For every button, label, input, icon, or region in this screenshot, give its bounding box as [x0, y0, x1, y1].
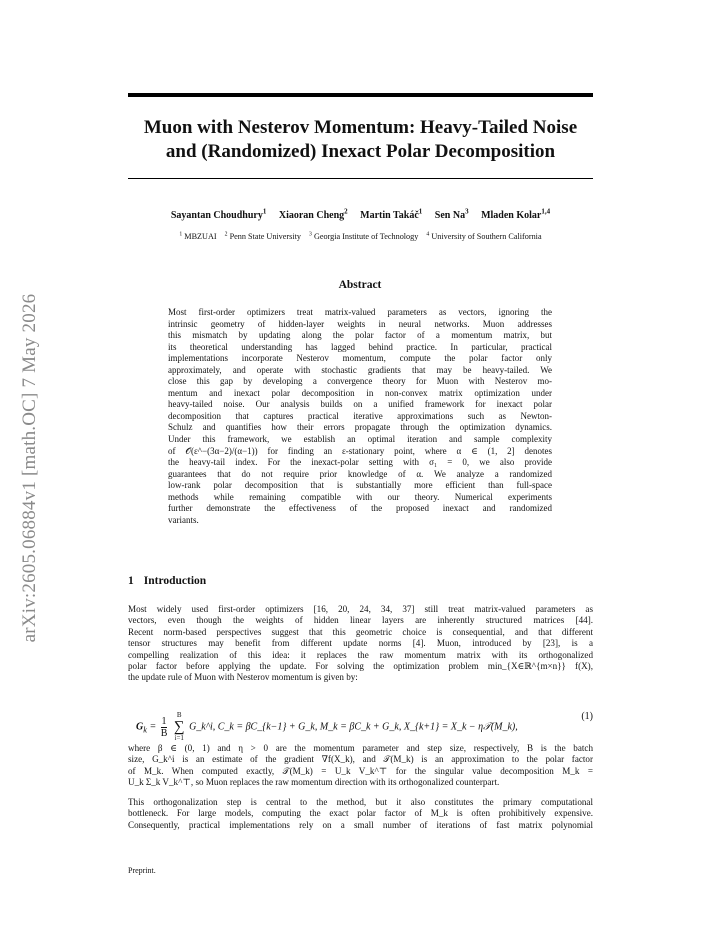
title-line-2: and (Randomized) Inexact Polar Decomposition — [165, 141, 556, 162]
eq-fraction: $\frac{1}{B}$ — [160, 715, 168, 739]
equation-1 — [128, 701, 593, 742]
abstract-line: Schulz and quantifies how their errors propagate through the optimization dynamics. — [168, 422, 552, 433]
abstract-body — [168, 307, 552, 526]
paragraph-line: bottleneck. For large models, computing the exact polar factor of M_k is often prohibitively expensive. — [128, 808, 593, 819]
paragraph-line: the update rule of Muon with Nesterov momentum is given by: — [128, 672, 358, 683]
paragraph-line: where β ∈ (0, 1) and η > 0 are the momentum parameter and step size, respectively, B is the batch — [128, 743, 593, 753]
abstract-line: Under this framework, we establish an optimal iteration and sample complexity — [168, 434, 552, 445]
abstract-line: guarantees that do not require prior knowledge of α. We analyze a randomized — [168, 468, 552, 479]
section-heading-introduction — [128, 575, 206, 587]
section-title: Introduction — [143, 575, 207, 587]
affiliation: $^3$ Georgia Institute of Technology — [309, 231, 419, 241]
abstract-line: heavy-tailed noise. Our analysis builds on a unified framework for inexact polar — [168, 399, 552, 410]
eq-summation: B ∑ i=1 — [173, 711, 185, 742]
abstract-line: this mismatch by updating along the polar factor of a momentum matrix, but — [168, 330, 552, 341]
paragraph-line: tensor structures may benefit from different update norms [4]. Muon, introduced by [23], is a — [128, 638, 593, 649]
paragraph-line: This orthogonalization step is central to the method, but it also constitutes the primary computational — [128, 797, 593, 807]
abstract-line: decomposition that captures practical iterative approximations such as Newton- — [168, 410, 552, 421]
abstract-line: its theoretical understanding has lagged behind practice. In particular, practical — [168, 341, 552, 352]
abstract-line: the heavy-tail index. For the inexact-polar setting with σ₁ = 0, we also provide — [168, 457, 552, 468]
author: Sayantan Choudhury$^1$ — [170, 207, 267, 221]
title-bottom-rule — [128, 178, 593, 179]
section-number: 1 — [128, 575, 134, 587]
abstract-line: variants. — [168, 514, 199, 525]
abstract-line: further demonstrate the effectiveness of the proposed inexact and randomized — [168, 503, 552, 514]
author: Sen Na$^3$ — [434, 207, 469, 221]
affiliation-list — [128, 232, 593, 241]
abstract-line: implementations incorporate Nesterov momentum, compute the polar factor only — [168, 353, 552, 364]
abstract-line: mentum and inexact polar decomposition in non-convex matrix optimization under — [168, 387, 552, 398]
abstract-line: Most first-order optimizers treat matrix-valued parameters as vectors, ignoring the — [168, 307, 552, 317]
paragraph-line: of M_k. When computed exactly, 𝒯(M_k) = U_k V_k^⊤ for the singular value decomposition M_k = — [128, 765, 593, 776]
paragraph-line: vectors, even though the weights of hidden linear layers are inherently structured matrices [44]. — [128, 615, 593, 626]
affiliation: $^1$ MBZUAI — [179, 231, 217, 241]
abstract-heading: Abstract — [338, 279, 382, 291]
paragraph-line: size, G_k^i is an estimate of the gradient ∇f(X_k), and 𝒯(M_k) is an approximation to the polar factor — [128, 754, 593, 765]
title-line-1: Muon with Nesterov Momentum: Heavy-Tailed Noise — [143, 117, 578, 138]
paragraph-line: Consequently, practical implementations rely on a small number of iterations of fast matrix polynomial — [128, 819, 593, 830]
preprint-footer: Preprint. — [128, 866, 156, 875]
equation-body: $G_k$ = $\frac{1}{B}$ B ∑ i=1 G_k^i, C_k = βC_{k−1} + G_k, M_k = βC_k + G_k, X_{k+1} = X_k − η𝒯(M_k), — [136, 711, 518, 742]
abstract-line: low-rank polar decomposition that is substantially more efficient than full-space — [168, 480, 552, 491]
paragraph-line: Most widely used first-order optimizers [16, 20, 24, 34, 37] still treat matrix-valued parameters as — [128, 604, 593, 614]
top-rule-thick — [128, 93, 593, 97]
author: Martin Takáč$^1$ — [360, 207, 423, 221]
affiliation: $^4$ University of Southern California — [426, 231, 542, 241]
arxiv-stamp-text: arXiv:2605.06884v1 [math.OC] 7 May 2026 — [19, 293, 40, 643]
eq-rest: G_k^i, C_k = βC_{k−1} + G_k, M_k = βC_k + G_k, X_{k+1} = X_k − η𝒯(M_k), — [189, 721, 518, 733]
paragraph-line: U_k Σ_k V_k^⊤, so Muon replaces the raw momentum direction with its orthogonalized counterpart. — [128, 777, 500, 788]
intro-paragraph-3 — [128, 797, 593, 831]
author: Mladen Kolar$^{1,4}$ — [481, 207, 551, 221]
author-list — [128, 207, 593, 221]
paragraph-line: compelling realization of this idea: it replaces the raw momentum matrix with its orthogonalized — [128, 649, 593, 660]
paragraph-line: Recent norm-based perspectives suggest that this geometric choice is consequential, and that different — [128, 626, 593, 637]
affiliation: $^2$ Penn State University — [224, 231, 301, 241]
paper-title — [128, 116, 593, 164]
abstract-line: approximately, and operate with stochastic gradients that may be heavy-tailed. We — [168, 364, 552, 375]
abstract-line: methods while remaining compatible with our theory. Numerical experiments — [168, 491, 552, 502]
intro-paragraph-1 — [128, 604, 593, 684]
eq-lhs: G — [136, 721, 144, 733]
paragraph-line: polar factor before applying the update. For solving the optimization problem min_{X∈ℝ^{m×n}} f(X), — [128, 660, 593, 671]
author: Xiaoran Cheng$^2$ — [278, 207, 348, 221]
abstract-line: close this gap by developing a convergence theory for Muon with Nesterov mo- — [168, 376, 552, 387]
equation-number: (1) — [581, 711, 593, 722]
arxiv-stamp — [10, 248, 50, 688]
abstract-line: of 𝒪(ε^−(3α−2)/(α−1)) for finding an ε-stationary point, where α ∈ (1, 2] denotes — [168, 445, 552, 456]
intro-paragraph-2 — [128, 743, 593, 789]
abstract-line: intrinsic geometry of hidden-layer weights in neural networks. Muon addresses — [168, 318, 552, 329]
